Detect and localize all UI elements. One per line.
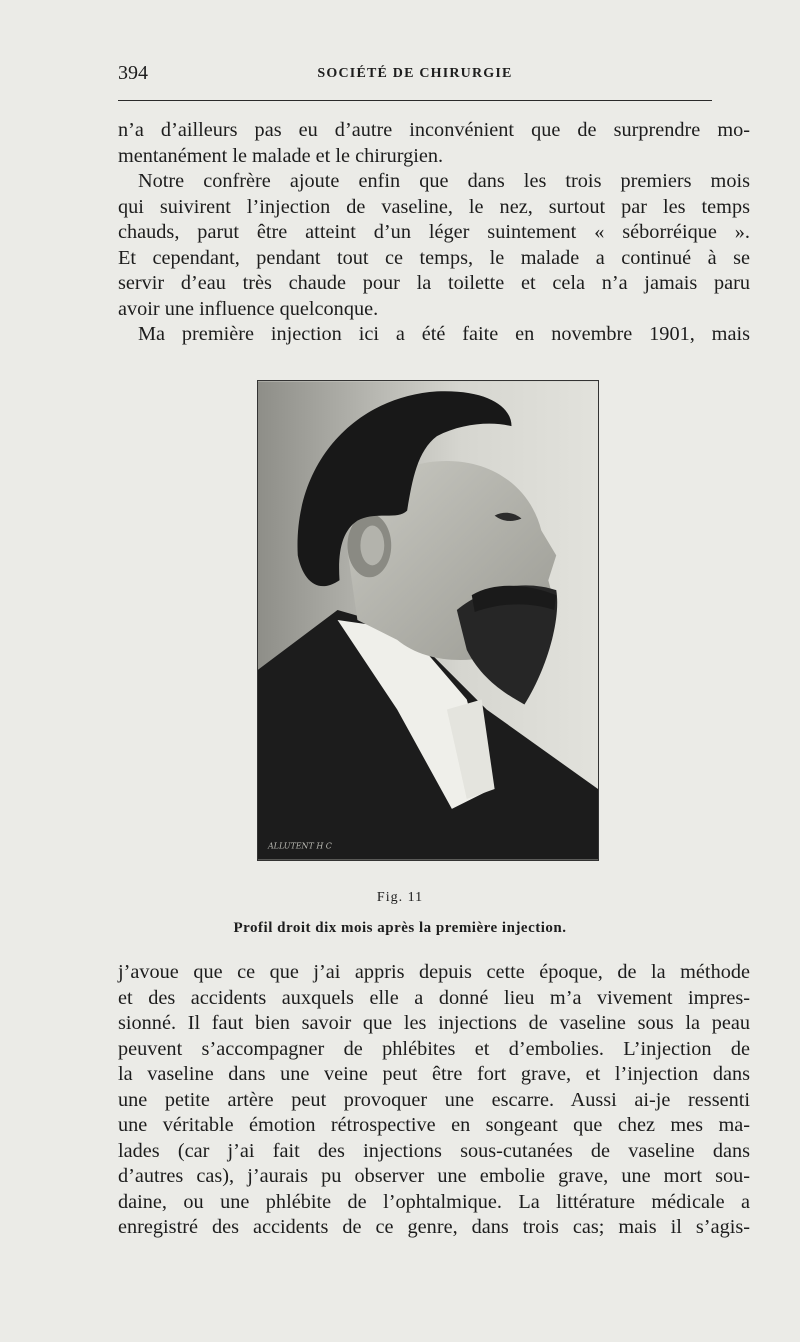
text-line: une véritable émotion rétrospective en songeant que chez mes ma- [118,1114,750,1136]
text-line: j’avoue que ce que j’ai appris depuis cette époque, de la méthode [118,961,750,983]
page-number: 394 [118,62,148,84]
text-line: peuvent s’accompagner de phlébites et d’embolies. L’injection de [118,1037,750,1060]
portrait-photograph [257,380,599,861]
figure-caption: Profil droit dix mois après la première injection. [233,920,567,936]
engraver-mark: ALLUTENT H C [267,841,332,851]
text-line: daine, ou une phlébite de l’ophtalmique. La littérature médicale a [118,1190,750,1213]
text-line: sionné. Il faut bien savoir que les injections de vaseline sous la peau [118,1012,750,1034]
text-line: une petite artère peut provoquer une escarre. Aussi ai-je ressenti [118,1088,750,1111]
text-line: lades (car j’ai fait des injections sous-cutanées de vaseline dans [118,1139,750,1162]
body-text-top [118,118,750,348]
text-line: Notre confrère ajoute enfin que dans les trois premiers mois [138,170,750,192]
text-line: servir d’eau très chaude pour la toilette et cela n’a jamais paru [118,272,750,294]
text-line: d’autres cas), j’aurais pu observer une embolie grave, une mort sou- [118,1165,750,1187]
page-header [118,62,712,86]
text-line: et des accidents auxquels elle a donné lieu m’a vivement impres- [118,986,750,1009]
text-line: qui suivirent l’injection de vaseline, le nez, surtout par les temps [118,195,750,218]
text-line: la vaseline dans une veine peut être fort grave, et l’injection dans [118,1063,750,1085]
text-line: avoir une influence quelconque. [118,297,379,320]
portrait-illustration [258,381,598,860]
body-text-bottom [118,960,750,1241]
header-rule [118,100,712,101]
running-head: SOCIÉTÉ DE CHIRURGIE [317,66,513,81]
text-line: chauds, parut être atteint d’un léger suintement « séborréique ». [118,221,750,243]
figure-label: Fig. 11 [376,890,424,905]
text-line: Ma première injection ici a été faite en novembre 1901, mais [138,323,750,345]
text-line: n’a d’ailleurs pas eu d’autre inconvénient que de surprendre mo- [118,119,750,141]
text-line: Et cependant, pendant tout ce temps, le malade a continué à se [118,246,750,269]
text-line: mentanément le malade et le chirurgien. [118,144,444,167]
text-line: enregistré des accidents de ce genre, dans trois cas; mais il s’agis- [118,1216,750,1238]
